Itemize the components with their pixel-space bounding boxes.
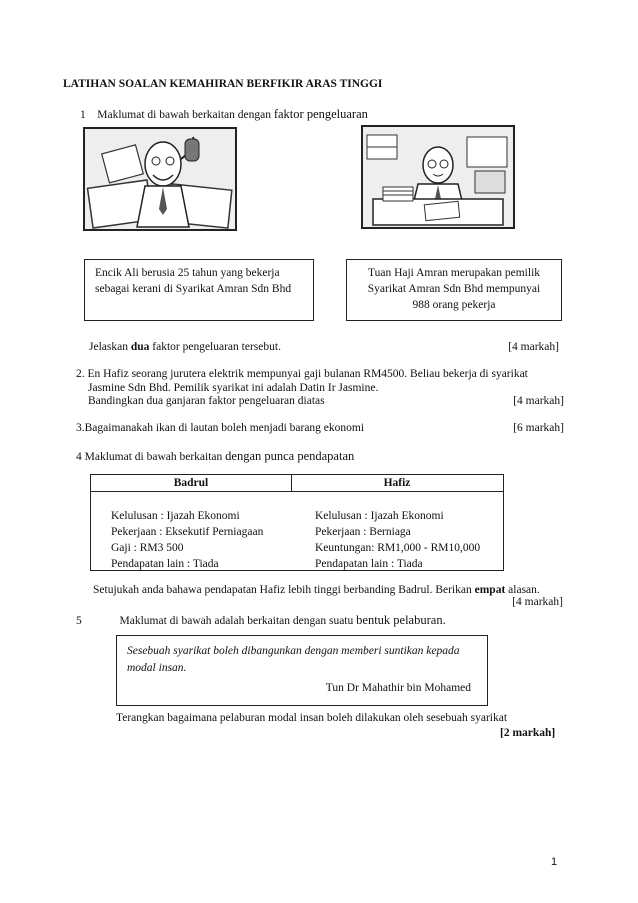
info-box-line: sebagai kerani di Syarikat Amran Sdn Bhd xyxy=(95,283,292,295)
table-cell: Gaji : RM3 500 xyxy=(111,542,184,554)
question-1-intro-text: Maklumat di bawah berkaitan dengan xyxy=(97,109,271,121)
comparison-table xyxy=(90,474,504,571)
cartoon-clerk-image xyxy=(83,127,237,231)
table-cell: Pekerjaan : Berniaga xyxy=(315,526,411,538)
table-cell: Kelulusan : Ijazah Ekonomi xyxy=(315,510,444,522)
question-3 xyxy=(76,422,564,434)
question-5-number: 5 xyxy=(76,615,82,627)
table-cell: Pendapatan lain : Tiada xyxy=(315,558,423,570)
question-5-intro-text: Maklumat di bawah adalah berkaitan dengan suatu xyxy=(119,615,354,627)
question-5-task: Terangkan bagaimana pelaburan modal insan boleh dilakukan oleh sesebuah syarikat xyxy=(116,712,508,724)
question-2-marks: [4 markah] xyxy=(513,395,564,407)
question-4-intro xyxy=(76,449,354,464)
question-1-task xyxy=(89,341,559,353)
info-box-line: Syarikat Amran Sdn Bhd mempunyai xyxy=(367,283,541,295)
column-badrul xyxy=(111,508,263,572)
table-cell: Keuntungan: RM1,000 - RM10,000 xyxy=(315,542,481,554)
question-4-task-pre: Setujukah anda bahawa pendapatan Hafiz lebih tinggi berbanding Badrul. Berikan xyxy=(93,584,475,596)
question-4-marks: [4 markah] xyxy=(512,596,563,608)
question-5-intro xyxy=(76,613,564,628)
question-2 xyxy=(76,368,564,409)
question-2-line-2: Jasmine Sdn Bhd. Pemilik syarikat ini adalah Datin Ir Jasmine. xyxy=(88,381,379,394)
table-cell: Pekerjaan : Eksekutif Perniagaan xyxy=(111,526,264,538)
column-header-hafiz: Hafiz xyxy=(383,477,411,489)
page-number: 1 xyxy=(551,856,558,868)
column-hafiz xyxy=(315,508,480,572)
question-1-task-bold: dua xyxy=(130,341,150,353)
question-4-intro-topic: dengan punca pendapatan xyxy=(225,449,355,463)
question-4-task xyxy=(93,584,563,608)
page-title: LATIHAN SOALAN KEMAHIRAN BERFIKIR ARAS TINGGI xyxy=(63,78,383,90)
info-box-encik-ali xyxy=(84,259,314,321)
table-cell: Kelulusan : Ijazah Ekonomi xyxy=(111,510,240,522)
quote-box xyxy=(116,635,488,706)
question-1-marks: [4 markah] xyxy=(508,341,559,353)
question-1-number: 1 xyxy=(80,109,86,121)
table-cell: Pendapatan lain : Tiada xyxy=(111,558,219,570)
comparison-table-header xyxy=(91,475,503,492)
info-box-line: Tuan Haji Amran merupakan pemilik xyxy=(367,267,541,279)
column-header-badrul: Badrul xyxy=(173,477,209,489)
question-5-marks: [2 markah] xyxy=(500,727,556,739)
quote-text: Sesebuah syarikat boleh dibangunkan dengan memberi suntikan kepada modal insan. xyxy=(127,645,460,674)
question-2-line-3: Bandingkan dua ganjaran faktor pengeluaran diatas xyxy=(88,395,325,407)
question-3-marks: [6 markah] xyxy=(513,422,564,434)
question-1-intro xyxy=(80,107,368,122)
cartoon-owner-image xyxy=(361,125,515,229)
question-2-line-1: 2. En Hafiz seorang jurutera elektrik mempunyai gaji bulanan RM4500. Beliau bekerja di syarikat xyxy=(76,368,528,380)
question-3-text: 3.Bagaimanakah ikan di lautan boleh menjadi barang ekonomi xyxy=(76,422,365,434)
info-box-line: 988 orang pekerja xyxy=(412,299,496,311)
info-box-tuan-haji-amran xyxy=(346,259,562,321)
question-4-task-bold: empat xyxy=(474,584,506,596)
question-1-intro-topic: faktor pengeluaran xyxy=(273,107,368,121)
question-4-task-post: alasan. xyxy=(505,584,540,596)
quote-author: Tun Dr Mahathir bin Mohamed xyxy=(325,682,471,694)
question-4-intro-text: 4 Maklumat di bawah berkaitan xyxy=(76,451,223,463)
question-1-task-post: faktor pengeluaran tersebut. xyxy=(149,341,281,353)
question-1-task-pre: Jelaskan xyxy=(89,341,131,353)
info-box-line: Encik Ali berusia 25 tahun yang bekerja xyxy=(95,267,280,279)
question-5-intro-topic: bentuk pelaburan. xyxy=(356,613,446,627)
